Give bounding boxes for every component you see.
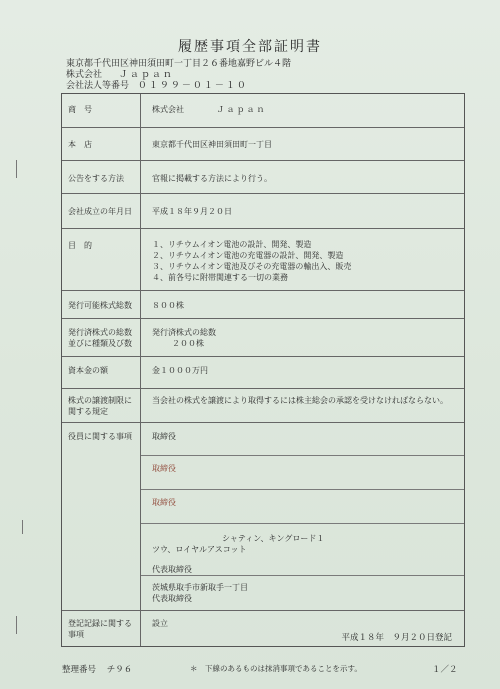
label-officers: 役員に関する事項	[68, 432, 132, 441]
label-purpose: 目 的	[68, 241, 92, 250]
row-established	[62, 193, 464, 229]
label-issued-shares-2: 並びに種類及び数	[68, 339, 132, 348]
officer-divider	[141, 455, 464, 456]
officer-divider	[141, 489, 464, 490]
footer-note: ＊ 下線のあるものは抹消事項であることを示す。	[190, 664, 362, 673]
footer-ref-label: 整理番号	[62, 665, 97, 675]
label-registry-1: 登記記録に関する	[68, 619, 132, 628]
officer-rep-title: 代表取締役	[152, 565, 192, 574]
row-trade-name	[62, 94, 464, 127]
label-registry-2: 事項	[68, 630, 84, 639]
trade-name-latin: Ｊａｐａｎ	[216, 105, 267, 114]
header-company-label: 株式会社	[66, 70, 103, 80]
value-established: 平成１８年９月２０日	[152, 207, 232, 216]
header-company-name: Ｊａｐａｎ	[118, 70, 174, 80]
row-capital	[62, 356, 464, 389]
row-transfer-restriction	[62, 388, 464, 423]
label-issued-shares-1: 発行済株式の総数	[68, 328, 132, 337]
header-corp-number-value: ０１９９－０１－１０	[137, 81, 248, 91]
row-issued-shares	[62, 318, 464, 357]
label-established: 会社成立の年月日	[68, 207, 132, 216]
row-registry	[62, 610, 464, 647]
footer-page: １／２	[432, 665, 458, 675]
label-head-office: 本 店	[68, 140, 92, 149]
officer-rep-title-2: 代表取締役	[152, 594, 192, 603]
officer-name-line2: ツウ、ロイヤルアスコット	[152, 545, 247, 554]
margin-mark	[16, 616, 17, 634]
value-issued-shares-1: 発行済株式の総数	[152, 328, 216, 337]
trade-name-company: 株式会社	[152, 105, 184, 114]
officer-divider	[141, 523, 464, 524]
value-public-notice: 官報に掲載する方法により行う。	[152, 174, 272, 183]
label-authorized-shares: 発行可能株式総数	[68, 301, 132, 310]
register-table	[61, 93, 465, 647]
footer-ref-number: チ９６	[106, 665, 133, 675]
officer-director-2: 取締役	[152, 464, 176, 473]
label-public-notice: 公告をする方法	[68, 174, 124, 183]
document-title: 履歴事項全部証明書	[178, 39, 322, 55]
purpose-item: １、リチウムイオン電池の設計、開発、製造	[152, 240, 312, 249]
label-trade-name: 商 号	[68, 105, 92, 114]
row-head-office	[62, 127, 464, 161]
purpose-item: ４、前各号に附帯関連する一切の業務	[152, 273, 288, 282]
value-authorized-shares: ８００株	[152, 301, 184, 310]
header-corp-number-label: 会社法人等番号	[66, 81, 130, 91]
value-registry: 設立	[152, 619, 168, 628]
value-transfer-restriction: 当会社の株式を譲渡により取得するには株主総会の承認を受けなければならない。	[152, 396, 448, 405]
label-transfer-restriction-2: 関する規定	[68, 407, 108, 416]
header-company	[66, 70, 174, 81]
margin-mark	[16, 160, 17, 178]
label-capital: 資本金の額	[68, 366, 108, 375]
row-public-notice	[62, 160, 464, 194]
value-head-office: 東京都千代田区神田須田町一丁目	[152, 140, 272, 149]
officer-director-3: 取締役	[152, 498, 176, 507]
officer-rep-address: 茨城県取手市新取手一丁目	[152, 583, 248, 592]
officer-divider	[141, 575, 464, 576]
row-authorized-shares	[62, 290, 464, 319]
row-officers	[62, 422, 464, 611]
value-issued-shares-2: ２００株	[172, 339, 204, 348]
officer-name-line1: シャティン、キングロード１	[222, 534, 325, 543]
value-capital: 金１０００万円	[152, 366, 208, 375]
header-corp-number	[66, 81, 248, 92]
footer-ref	[62, 663, 132, 675]
purpose-item: ２、リチウムイオン電池の充電器の設計、開発、製造	[152, 251, 344, 260]
value-trade-name	[152, 104, 267, 115]
officer-director-1: 取締役	[152, 432, 176, 441]
header-address: 東京都千代田区神田須田町一丁目２６番地嘉野ビル４階	[66, 59, 292, 69]
row-purpose	[62, 228, 464, 291]
purpose-item: ３、リチウムイオン電池及びその充電器の輸出入、販売	[152, 262, 352, 271]
margin-mark	[22, 520, 23, 534]
label-transfer-restriction-1: 株式の譲渡制限に	[68, 396, 132, 405]
registry-date: 平成１８年 ９月２０日登記	[341, 633, 452, 643]
